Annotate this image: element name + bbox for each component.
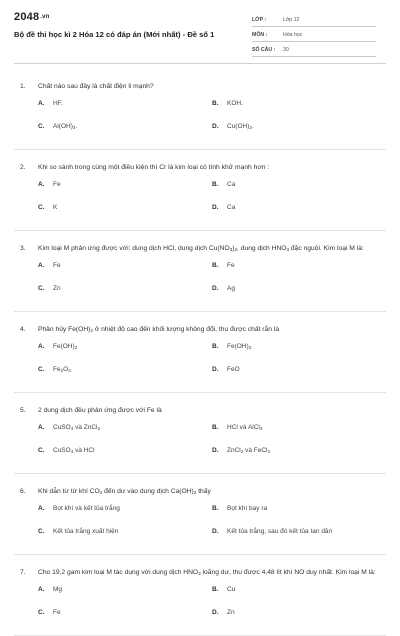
- question-text: 2 dung dịch đều phản ứng được với Fe là: [38, 407, 162, 414]
- logo-text: 2048: [14, 11, 40, 23]
- answer-option[interactable]: [38, 526, 212, 549]
- question-text-row: [14, 486, 386, 498]
- option-letter: C.: [38, 204, 45, 211]
- question-item: [14, 69, 386, 150]
- option-letter: C.: [38, 123, 45, 130]
- answer-option[interactable]: [212, 503, 386, 526]
- answer-options: [14, 260, 386, 306]
- question-text-row: [14, 405, 386, 417]
- question-number: 5.: [20, 407, 26, 414]
- answer-option[interactable]: [38, 98, 212, 121]
- option-letter: B.: [212, 424, 219, 431]
- answer-option[interactable]: [38, 179, 212, 202]
- answer-options: [14, 179, 386, 225]
- header-divider: [14, 63, 386, 64]
- question-number: 7.: [20, 569, 26, 576]
- option-letter: A.: [38, 424, 45, 431]
- answer-options: [14, 503, 386, 549]
- option-letter: D.: [212, 609, 219, 616]
- option-text: $Fe(OH)_2$: [53, 343, 78, 350]
- option-letter: B.: [212, 505, 219, 512]
- meta-row-class: [252, 15, 376, 27]
- option-text: $Fe(OH)_3$: [227, 343, 252, 350]
- answer-option[interactable]: [212, 584, 386, 607]
- option-text: Bọt khí bay ra: [227, 505, 268, 512]
- question-number: 4.: [20, 326, 26, 333]
- answer-options: [14, 341, 386, 387]
- option-text: HF.: [53, 100, 63, 107]
- meta-label: MÔN :: [252, 32, 268, 38]
- answer-option[interactable]: [38, 341, 212, 364]
- meta-value: 30: [283, 47, 289, 53]
- question-text-row: [14, 567, 386, 579]
- question-text: Kim loại M phản ứng được với: dung dịch HCl, dung dịch $Cu(NO_3)_2$, dung dịch $HNO_3$ đặc nguội. Kim loại M là:: [38, 245, 364, 252]
- option-letter: C.: [38, 285, 45, 292]
- option-text: CuSO$_4$ và HCl: [53, 447, 95, 454]
- answer-option[interactable]: [212, 341, 386, 364]
- option-letter: C.: [38, 447, 45, 454]
- option-text: FeO: [227, 366, 240, 373]
- question-text: Cho 19,2 gam kim loại M tác dụng với dung dịch $HNO_3$ loãng dư, thu được 4,48 lít khí NO duy nhất. Kim loại M là:: [38, 569, 376, 576]
- question-text: Khi dẫn từ từ khí $CO_2$ đến dư vào dung dịch $Ca(OH)_2$ thấy: [38, 488, 211, 495]
- answer-option[interactable]: [212, 526, 386, 549]
- question-item: [14, 312, 386, 393]
- question-number: 6.: [20, 488, 26, 495]
- answer-option[interactable]: [38, 364, 212, 387]
- option-text: KOH.: [227, 100, 243, 107]
- meta-row-subject: [252, 30, 376, 42]
- option-letter: C.: [38, 528, 45, 535]
- answer-option[interactable]: [212, 121, 386, 144]
- answer-option[interactable]: [38, 445, 212, 468]
- option-letter: C.: [38, 609, 45, 616]
- option-letter: D.: [212, 204, 219, 211]
- option-text: Mg: [53, 586, 63, 593]
- question-item: [14, 231, 386, 312]
- option-text: $Al(OH)_3$.: [53, 123, 78, 130]
- answer-option[interactable]: [212, 422, 386, 445]
- answer-option[interactable]: [38, 584, 212, 607]
- meta-row-count: [252, 45, 376, 57]
- answer-option[interactable]: [212, 445, 386, 468]
- option-text: Fe: [53, 181, 61, 188]
- option-letter: B.: [212, 586, 219, 593]
- option-text: HCl và AlCl$_3$: [227, 424, 263, 431]
- option-text: Kết tủa trắng, sau đó kết tủa tan dần: [227, 528, 333, 535]
- option-letter: A.: [38, 505, 45, 512]
- answer-option[interactable]: [212, 607, 386, 630]
- option-text: CuSO$_4$ và ZnCl$_2$: [53, 424, 101, 431]
- option-text: Bọt khí và kết tủa trắng: [53, 505, 120, 512]
- option-text: Zn: [227, 609, 235, 616]
- option-text: K: [53, 204, 58, 211]
- question-text: Chất nào sau đây là chất điện li mạnh?: [38, 83, 154, 90]
- site-logo[interactable]: [14, 11, 50, 23]
- option-letter: D.: [212, 285, 219, 292]
- answer-option[interactable]: [38, 121, 212, 144]
- option-letter: A.: [38, 100, 45, 107]
- question-item: [14, 150, 386, 231]
- answer-option[interactable]: [38, 422, 212, 445]
- answer-option[interactable]: [38, 607, 212, 630]
- option-text: Fe: [227, 262, 235, 269]
- option-text: $Cu(OH)_2$.: [227, 123, 254, 130]
- option-text: Ca: [227, 204, 236, 211]
- answer-option[interactable]: [212, 364, 386, 387]
- option-letter: B.: [212, 343, 219, 350]
- question-text-row: [14, 81, 386, 93]
- option-text: $Fe_2O_3$: [53, 366, 71, 373]
- option-letter: D.: [212, 123, 219, 130]
- option-letter: C.: [38, 366, 45, 373]
- answer-option[interactable]: [212, 98, 386, 121]
- question-number: 2.: [20, 164, 26, 171]
- answer-option[interactable]: [38, 283, 212, 306]
- answer-option[interactable]: [212, 260, 386, 283]
- question-item: [14, 555, 386, 636]
- option-letter: D.: [212, 528, 219, 535]
- meta-value: Lớp 12: [283, 17, 300, 23]
- question-text-row: [14, 243, 386, 255]
- question-number: 1.: [20, 83, 26, 90]
- option-letter: B.: [212, 181, 219, 188]
- answer-option[interactable]: [38, 503, 212, 526]
- option-letter: B.: [212, 262, 219, 269]
- option-text: Cu: [227, 586, 236, 593]
- option-letter: A.: [38, 181, 45, 188]
- option-letter: D.: [212, 447, 219, 454]
- option-text: Kết tủa trắng xuất hiện: [53, 528, 119, 535]
- answer-option[interactable]: [212, 283, 386, 306]
- option-letter: A.: [38, 262, 45, 269]
- option-text: Fe: [53, 262, 61, 269]
- meta-value: Hóa học: [283, 32, 303, 38]
- option-text: Ca: [227, 181, 236, 188]
- answer-options: [14, 584, 386, 630]
- answer-option[interactable]: [38, 202, 212, 225]
- question-item: [14, 393, 386, 474]
- meta-label: SỐ CÂU :: [252, 47, 276, 53]
- answer-option[interactable]: [212, 202, 386, 225]
- option-text: ZnCl$_2$ và FeCl$_3$: [227, 447, 271, 454]
- question-text-row: [14, 162, 386, 174]
- answer-options: [14, 422, 386, 468]
- answer-option[interactable]: [38, 260, 212, 283]
- option-letter: D.: [212, 366, 219, 373]
- option-letter: A.: [38, 586, 45, 593]
- meta-label: LỚP :: [252, 17, 267, 23]
- option-text: Zn: [53, 285, 61, 292]
- question-list: [14, 69, 386, 636]
- question-item: [14, 474, 386, 555]
- question-text: Phân hủy $Fe(OH)_3$ ở nhiệt độ cao đến khối lượng không đổi, thu được chất rắn là: [38, 326, 280, 333]
- question-text-row: [14, 324, 386, 336]
- answer-options: [14, 98, 386, 144]
- option-text: Fe: [53, 609, 61, 616]
- option-letter: B.: [212, 100, 219, 107]
- page-title: Bộ đề thi học kì 2 Hóa 12 có đáp án (Mới nhất) - Đề số 1: [14, 30, 215, 39]
- option-letter: A.: [38, 343, 45, 350]
- question-number: 3.: [20, 245, 26, 252]
- question-text: Khi so sánh trong cùng một điều kiện thì Cr là kim loại có tính khử mạnh hơn :: [38, 164, 270, 171]
- logo-suffix: .vn: [40, 14, 50, 20]
- option-text: Ag: [227, 285, 235, 292]
- answer-option[interactable]: [212, 179, 386, 202]
